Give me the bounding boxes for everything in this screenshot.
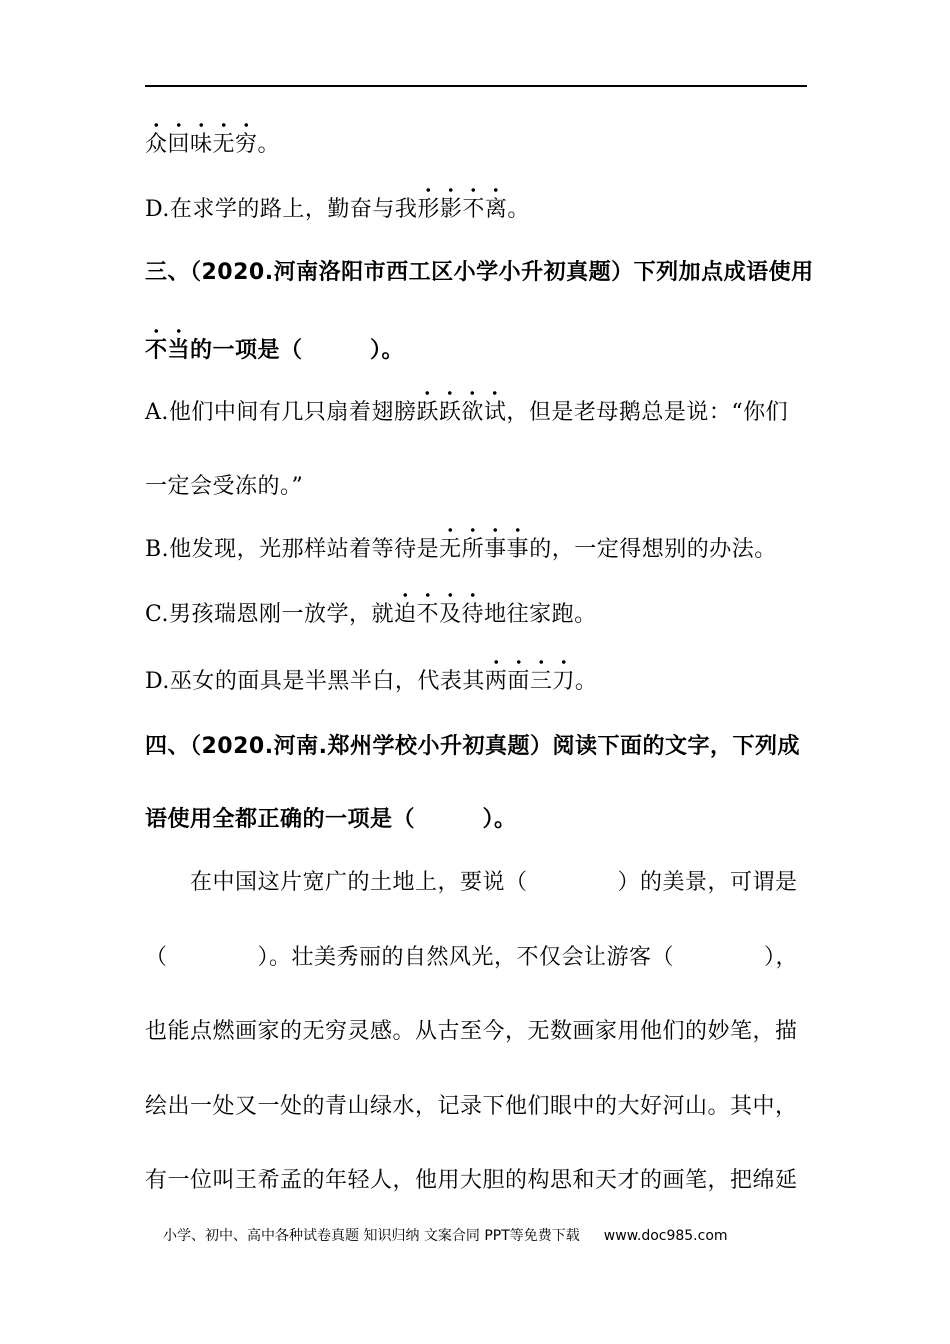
dotted-idiom: 迫不及待 xyxy=(394,600,484,630)
option-d-prev: D.在求学的路上，勤奋与我形影不离。 xyxy=(145,195,530,225)
footer-text: 小学、初中、高中各种试卷真题 知识归纳 文案合同 PPT等免费下载 xyxy=(163,1228,580,1244)
passage-line-2: （ ）。壮美秀丽的自然风光，不仅会让游客（ ）， xyxy=(145,945,799,970)
passage-line-1: 在中国这片宽广的土地上，要说（ ）的美景，可谓是 xyxy=(190,870,798,895)
dotted-idiom: 两面三刀 xyxy=(485,667,575,697)
dotted-idiom: 形影不离 xyxy=(417,195,507,225)
question-3-title: 三、（2020.河南洛阳市西工区小学小升初真题）下列加点成语使用 xyxy=(145,260,814,285)
dotted-idiom: 无所事事 xyxy=(439,535,529,565)
dotted-idiom: 众回味无穷 xyxy=(145,130,258,160)
option-d: D.巫女的面具是半黑半白，代表其两面三刀。 xyxy=(145,667,597,697)
option-a: A.他们中间有几只扇着翅膀跃跃欲试，但是老母鹅总是说：“你们 xyxy=(145,398,788,428)
question-3-title-cont: 不当的一项是（ ）。 xyxy=(145,336,404,366)
dotted-idiom: 跃跃欲试 xyxy=(416,398,506,428)
question-4-title: 四、（2020.河南.郑州学校小升初真题）阅读下面的文字，下列成 xyxy=(145,734,800,759)
dotted-word: 不当 xyxy=(145,336,190,366)
footer-url[interactable]: www.doc985.com xyxy=(603,1228,728,1244)
passage-line-5: 有一位叫王希孟的年轻人，他用大胆的构思和天才的画笔，把绵延 xyxy=(145,1168,798,1193)
header-rule xyxy=(145,85,807,87)
question-4-title-cont: 语使用全都正确的一项是（ ）。 xyxy=(145,807,517,832)
option-a-cont: 一定会受冻的。” xyxy=(145,474,304,499)
page-footer xyxy=(163,1226,728,1246)
text-line-1: 众回味无穷。 xyxy=(145,130,280,160)
passage-line-4: 绘出一处又一处的青山绿水，记录下他们眼中的大好河山。其中， xyxy=(145,1094,798,1119)
passage-line-3: 也能点燃画家的无穷灵感。从古至今，无数画家用他们的妙笔，描 xyxy=(145,1019,798,1044)
option-c: C.男孩瑞恩刚一放学，就迫不及待地往家跑。 xyxy=(145,600,597,630)
option-b: B.他发现，光那样站着等待是无所事事的，一定得想别的办法。 xyxy=(145,535,777,565)
